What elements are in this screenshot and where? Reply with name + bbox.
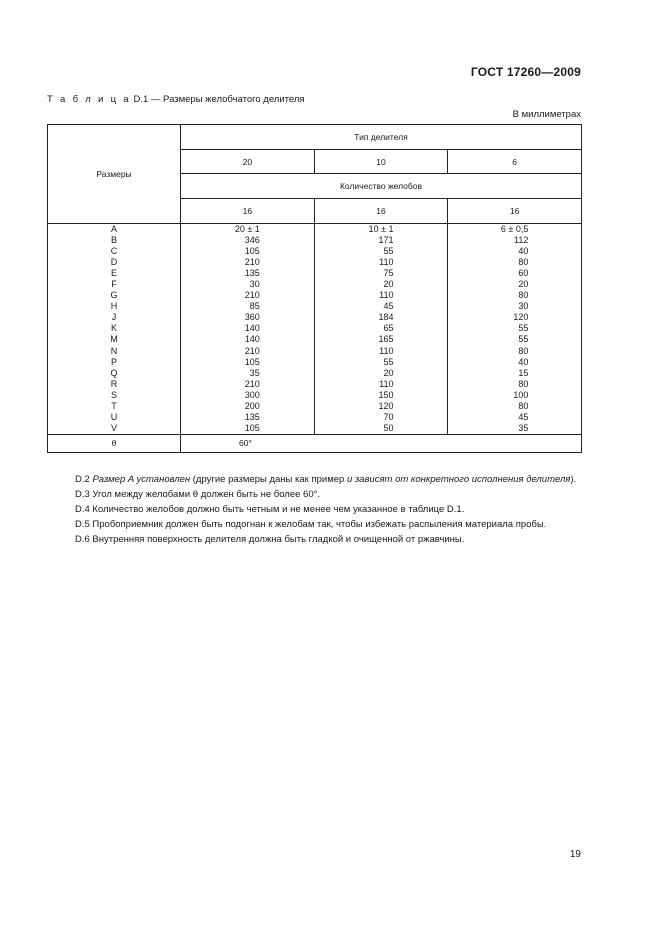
values-column-20 [181, 224, 315, 435]
value-cell-10: 50 [383, 422, 394, 433]
value-cell-6: 60 [518, 268, 529, 279]
dimension-label: P [110, 356, 117, 367]
note-d3: D.3 Угол между желобами θ должен быть не более 60°. [75, 489, 321, 500]
value-cell-10: 110 [379, 257, 394, 268]
value-cell-10: 110 [379, 345, 394, 356]
value-cell-20: 300 [244, 389, 260, 400]
value-cell-20: 20 ± 1 [234, 224, 260, 234]
value-cell-6: 55 [518, 323, 529, 334]
values-column-10 [314, 224, 448, 435]
type-header: Тип делителя [181, 125, 582, 150]
value-cell-20: 210 [244, 345, 260, 356]
value-cell-10: 150 [378, 389, 394, 400]
dims-header: Размеры [48, 125, 181, 224]
dimension-label: A [110, 224, 117, 234]
note-d2 [47, 472, 582, 487]
value-cell-10: 110 [379, 378, 394, 389]
dimension-label: V [110, 422, 117, 433]
note-d5: D.5 Пробоприемник должен быть подогнан к желобам так, чтобы избежать распыления материала пробы. [75, 519, 547, 530]
dimension-label: C [110, 246, 118, 257]
units-note: В миллиметрах [512, 109, 581, 120]
dimension-label: Q [110, 367, 118, 378]
value-cell-6: 120 [513, 312, 529, 323]
value-cell-20: 105 [244, 246, 260, 257]
dimension-label: S [110, 389, 117, 400]
note-d6: D.6 Внутренняя поверхность делителя должна быть гладкой и очищенной от ржавчины. [75, 534, 465, 545]
value-cell-10: 20 [383, 367, 394, 378]
value-cell-20: 140 [244, 334, 260, 345]
note-d2-number: D.2 [75, 474, 90, 485]
notes-section [47, 472, 582, 547]
dimension-label: U [110, 411, 118, 422]
value-cell-6: 40 [518, 356, 529, 367]
note-d2-text-1: (другие размеры даны как пример [192, 474, 345, 485]
type-10: 10 [314, 150, 448, 174]
value-cell-10: 70 [383, 411, 394, 422]
value-cell-10: 10 ± 1 [368, 224, 394, 234]
value-cell-10: 75 [383, 268, 394, 279]
dimension-label: G [110, 290, 118, 301]
value-cell-6: 30 [518, 301, 529, 312]
value-cell-10: 55 [383, 246, 394, 257]
value-cell-20: 105 [244, 356, 260, 367]
value-cell-10: 184 [378, 312, 394, 323]
value-cell-10: 65 [383, 323, 394, 334]
value-cell-6: 80 [518, 400, 529, 411]
note-d4: D.4 Количество желобов должно быть четным и не менее чем указанное в таблице D.1. [75, 504, 465, 515]
value-cell-20: 140 [244, 323, 260, 334]
caption-title: D.1 — Размеры желобчатого делителя [133, 94, 305, 105]
caption-prefix: Т а б л и ц а [47, 94, 131, 105]
dimension-label: M [110, 334, 118, 345]
dimension-label: T [111, 400, 117, 411]
value-cell-6: 80 [518, 257, 529, 268]
value-cell-10: 110 [379, 290, 394, 301]
value-cell-20: 200 [244, 400, 260, 411]
dimension-label: E [110, 268, 117, 279]
value-cell-10: 20 [383, 279, 394, 290]
value-cell-20: 105 [244, 422, 260, 433]
value-cell-20: 85 [249, 301, 260, 312]
theta-label: θ [48, 434, 181, 452]
note-d2-text-2: ). [570, 474, 577, 485]
value-cell-6: 80 [518, 345, 529, 356]
value-cell-6: 6 ± 0,5 [500, 224, 529, 234]
value-cell-20: 210 [244, 257, 260, 268]
count-10: 16 [314, 199, 448, 224]
value-cell-10: 171 [378, 235, 394, 246]
value-cell-20: 135 [244, 268, 260, 279]
value-cell-6: 80 [518, 378, 529, 389]
dimension-label: D [110, 257, 118, 268]
value-cell-6: 45 [518, 411, 529, 422]
table-caption [47, 94, 305, 105]
type-20: 20 [181, 150, 315, 174]
value-cell-20: 346 [244, 235, 260, 246]
value-cell-6: 20 [518, 279, 529, 290]
count-6: 16 [448, 199, 582, 224]
count-20: 16 [181, 199, 315, 224]
standard-number: ГОСТ 17260—2009 [470, 65, 581, 79]
value-cell-10: 165 [378, 334, 394, 345]
value-cell-20: 210 [244, 378, 260, 389]
dimension-label: H [110, 301, 118, 312]
value-cell-6: 15 [518, 367, 529, 378]
value-cell-6: 80 [518, 290, 529, 301]
type-6: 6 [448, 150, 582, 174]
dimension-label: R [110, 378, 118, 389]
value-cell-20: 210 [244, 290, 260, 301]
value-cell-20: 30 [249, 279, 260, 290]
count-header: Количество желобов [181, 174, 582, 199]
value-cell-20: 35 [249, 367, 260, 378]
value-cell-6: 40 [518, 246, 529, 257]
note-d2-italic-1: Размер A установлен [92, 474, 191, 485]
dimension-label: F [111, 279, 117, 290]
dimension-label: N [110, 345, 118, 356]
value-cell-6: 112 [514, 235, 529, 246]
value-cell-10: 45 [383, 301, 394, 312]
theta-value: 60° [181, 434, 582, 452]
dimension-label: B [110, 235, 117, 246]
dimensions-table [47, 124, 582, 453]
value-cell-6: 35 [518, 422, 529, 433]
value-cell-20: 135 [244, 411, 260, 422]
dimension-label: J [111, 312, 117, 323]
value-cell-10: 120 [378, 400, 394, 411]
values-column-6 [448, 224, 582, 435]
value-cell-6: 100 [513, 389, 529, 400]
dimension-label: K [110, 323, 117, 334]
value-cell-6: 55 [518, 334, 529, 345]
page-number: 19 [569, 849, 581, 860]
labels-column [48, 224, 181, 435]
value-cell-10: 55 [383, 356, 394, 367]
value-cell-20: 360 [244, 312, 260, 323]
note-d2-italic-2: и зависят от конкретного исполнения делителя [346, 474, 571, 485]
